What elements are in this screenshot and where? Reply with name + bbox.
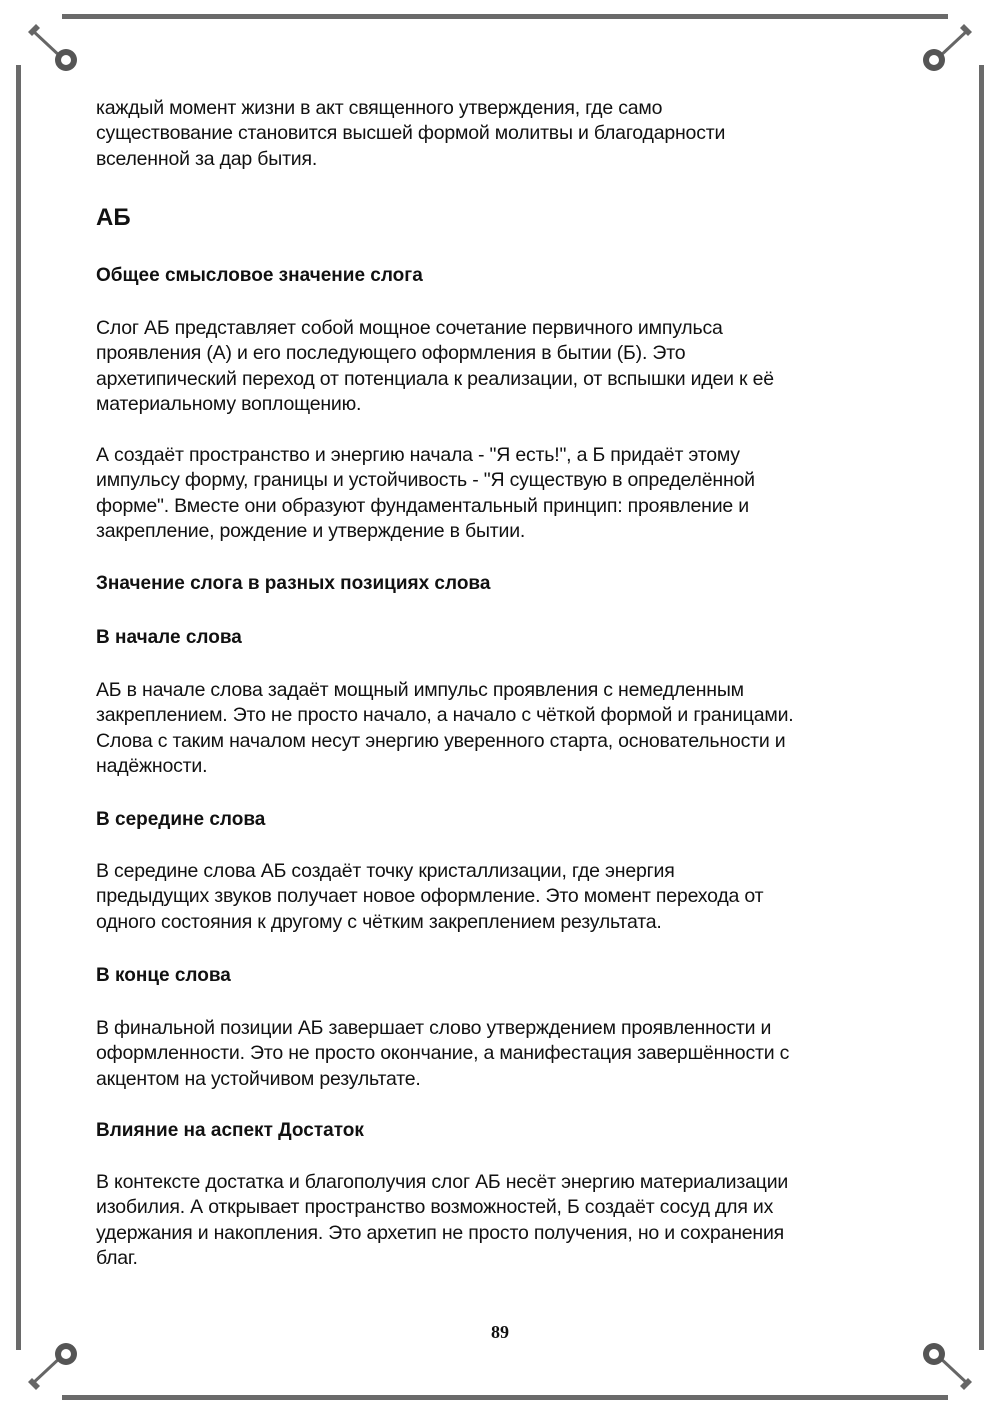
paragraph-1: Слог АБ представляет собой мощное сочетание первичного импульса проявления (А) и его последующего оформления в бытии (Б). Это архетипический переход от потенциала к реализации, от вспышки идеи к её материальному воплощению. [96, 317, 774, 415]
paragraph-6: В контексте достатка и благополучия слог АБ несёт энергию материализации изобилия. А открывает пространство возможностей, Б создаёт сосуд для их удержания и накопления. Это архетип не просто получения, но и сохранения благ. [96, 1171, 789, 1269]
section-title: АБ [96, 204, 131, 231]
key-ornament-icon [916, 10, 986, 80]
frame-right [979, 65, 984, 1350]
paragraph-3: АБ в начале слова задаёт мощный импульс проявления с немедленным закреплением. Это не просто начало, а начало с чёткой формой и границами. Слова с таким началом несут энергию уверенного старта, основательности и надёжности. [96, 679, 794, 777]
paragraph-4: В середине слова АБ создаёт точку кристаллизации, где энергия предыдущих звуков получает новое оформление. Это момент перехода от одного состояния к другому с чётким закреплением результата. [96, 860, 764, 933]
paragraph-2: А создаёт пространство и энергию начала - "Я есть!", а Б придаёт этому импульсу форму, границы и устойчивость - "Я существую в определённой форме". Вместе они образуют фундаментальный принцип: проявление и закрепление, рождение и утверждение в бытии. [96, 444, 755, 542]
key-ornament-icon [14, 10, 84, 80]
heading-influence: Влияние на аспект Достаток [96, 1120, 364, 1141]
heading-start: В начале слова [96, 627, 242, 648]
frame-bottom [62, 1395, 948, 1400]
frame-left [16, 65, 21, 1350]
page-number: 89 [491, 1322, 509, 1342]
heading-general: Общее смысловое значение слога [96, 265, 423, 286]
key-ornament-icon [14, 1334, 84, 1404]
paragraph-5: В финальной позиции АБ завершает слово утверждением проявленности и оформленности. Это не просто окончание, а манифестация завершённости с акцентом на устойчивом результате. [96, 1017, 790, 1090]
key-ornament-icon [916, 1334, 986, 1404]
paragraph-intro: каждый момент жизни в акт священного утверждения, где само существование становится высшей формой молитвы и благодарности вселенной за дар бытия. [96, 97, 726, 170]
frame-top [62, 14, 948, 19]
heading-end: В конце слова [96, 965, 231, 986]
heading-middle: В середине слова [96, 809, 266, 830]
heading-positions: Значение слога в разных позициях слова [96, 573, 491, 594]
